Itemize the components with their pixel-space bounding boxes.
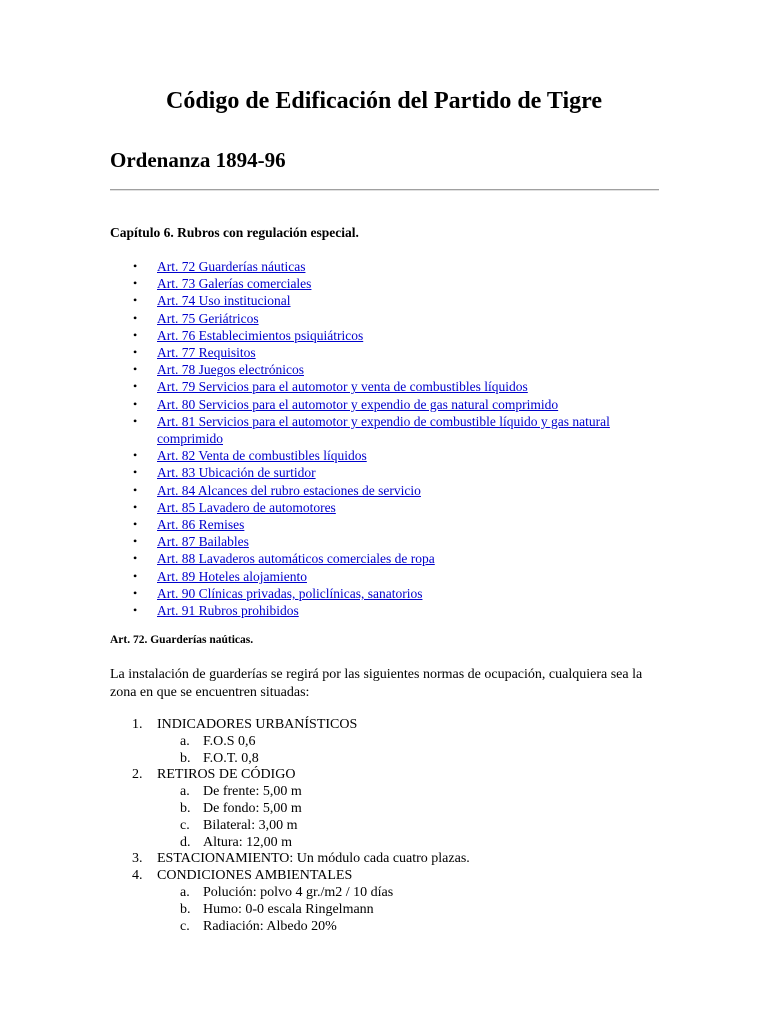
regulation-subitem — [110, 734, 650, 751]
toc-item — [133, 378, 647, 395]
chapter-heading: Capítulo 6. Rubros con regulación especial. — [110, 225, 359, 240]
toc-item — [133, 327, 647, 344]
toc-link[interactable]: Art. 73 Galerías comerciales — [157, 276, 312, 292]
bullet-icon: • — [133, 482, 138, 497]
subitem-text: Polución: polvo 4 gr./m2 / 10 días — [203, 884, 394, 900]
toc-item — [133, 396, 647, 413]
subitem-text: De frente: 5,00 m — [203, 784, 302, 800]
regulation-text: CONDICIONES AMBIENTALES — [157, 868, 353, 884]
subitem-text: F.O.T. 0,8 — [203, 750, 259, 766]
article-index-list — [133, 258, 647, 619]
regulation-item — [110, 767, 650, 784]
regulation-list — [110, 717, 650, 935]
toc-item — [133, 602, 647, 619]
regulation-number: 3. — [132, 851, 143, 867]
bullet-icon: • — [133, 551, 138, 566]
toc-link[interactable]: Art. 87 Bailables — [157, 534, 249, 550]
toc-link[interactable]: Art. 88 Lavaderos automáticos comerciales de ropa — [157, 551, 435, 567]
bullet-icon: • — [133, 379, 138, 394]
subitem-letter: b. — [180, 750, 191, 766]
toc-item — [133, 464, 647, 481]
toc-link[interactable]: Art. 78 Juegos electrónicos — [157, 362, 304, 378]
article-intro-paragraph: La instalación de guarderías se regirá por las siguientes normas de ocupación, cualquiera sea la zona en que se encuentren situadas: — [110, 667, 643, 700]
regulation-text: INDICADORES URBANÍSTICOS — [157, 717, 358, 732]
subitem-text: Altura: 12,00 m — [203, 834, 293, 850]
toc-link[interactable]: Art. 86 Remises — [157, 517, 245, 533]
toc-item — [133, 344, 647, 361]
subitem-text: F.O.S 0,6 — [203, 733, 256, 749]
toc-item — [133, 550, 647, 567]
toc-item — [133, 413, 647, 447]
toc-link[interactable]: Art. 82 Venta de combustibles líquidos — [157, 448, 367, 464]
toc-link[interactable]: Art. 83 Ubicación de surtidor — [157, 465, 316, 481]
bullet-icon: • — [133, 499, 138, 514]
subitem-text: De fondo: 5,00 m — [203, 800, 302, 816]
subitem-letter: b. — [180, 800, 191, 816]
regulation-text: ESTACIONAMIENTO: Un módulo cada cuatro plazas. — [157, 851, 470, 867]
toc-item — [133, 258, 647, 275]
subitem-text: Radiación: Albedo 20% — [203, 918, 337, 934]
bullet-icon: • — [133, 345, 138, 360]
regulation-subitem — [110, 784, 650, 801]
bullet-icon: • — [133, 396, 138, 411]
regulation-subitem — [110, 885, 650, 902]
regulation-subitem — [110, 835, 650, 852]
regulation-subitem — [110, 818, 650, 835]
toc-item — [133, 447, 647, 464]
bullet-icon: • — [133, 603, 138, 618]
toc-item — [133, 568, 647, 585]
bullet-icon: • — [133, 568, 138, 583]
toc-item — [133, 275, 647, 292]
toc-link[interactable]: Art. 75 Geriátricos — [157, 310, 259, 326]
regulation-subitem — [110, 919, 650, 936]
regulation-number: 2. — [132, 767, 143, 783]
toc-link[interactable]: Art. 76 Establecimientos psiquiátricos — [157, 327, 364, 343]
toc-item — [133, 361, 647, 378]
ordinance-subtitle: Ordenanza 1894-96 — [110, 148, 286, 172]
toc-item — [133, 516, 647, 533]
subitem-letter: d. — [180, 834, 191, 850]
article-heading: Art. 72. Guarderías naúticas. — [110, 634, 254, 646]
bullet-icon: • — [133, 465, 138, 480]
bullet-icon: • — [133, 259, 138, 273]
bullet-icon: • — [133, 310, 138, 325]
toc-item — [133, 310, 647, 327]
regulation-text: RETIROS DE CÓDIGO — [157, 767, 296, 783]
toc-link[interactable]: Art. 74 Uso institucional — [157, 293, 291, 309]
subitem-letter: c. — [180, 918, 190, 934]
bullet-icon: • — [133, 413, 138, 428]
subitem-letter: c. — [180, 817, 190, 833]
regulation-subitem — [110, 902, 650, 919]
regulation-subitem — [110, 751, 650, 768]
bullet-icon: • — [133, 585, 138, 600]
horizontal-divider — [110, 189, 659, 191]
toc-link[interactable]: Art. 89 Hoteles alojamiento — [157, 568, 307, 584]
toc-link[interactable]: Art. 91 Rubros prohibidos — [157, 603, 299, 619]
toc-item — [133, 533, 647, 550]
subitem-text: Humo: 0-0 escala Ringelmann — [203, 901, 374, 917]
toc-link[interactable]: Art. 90 Clínicas privadas, policlínicas, sanatorios — [157, 585, 423, 601]
document-title: Código de Edificación del Partido de Tigre — [165, 88, 603, 114]
bullet-icon: • — [133, 327, 138, 342]
toc-link[interactable]: Art. 79 Servicios para el automotor y venta de combustibles líquidos — [157, 379, 528, 395]
regulation-item — [110, 868, 650, 885]
bullet-icon: • — [133, 517, 138, 532]
regulation-item — [110, 851, 650, 868]
regulation-number: 4. — [132, 868, 143, 884]
toc-item — [133, 482, 647, 499]
subitem-letter: a. — [180, 733, 190, 749]
bullet-icon: • — [133, 448, 138, 463]
subitem-letter: a. — [180, 884, 190, 900]
toc-link[interactable]: Art. 77 Requisitos — [157, 345, 256, 361]
subitem-letter: a. — [180, 784, 190, 800]
toc-link[interactable]: Art. 85 Lavadero de automotores — [157, 499, 336, 515]
toc-item — [133, 292, 647, 309]
bullet-icon: • — [133, 276, 138, 291]
subitem-letter: b. — [180, 901, 191, 917]
bullet-icon: • — [133, 362, 138, 377]
toc-link[interactable]: Art. 84 Alcances del rubro estaciones de servicio — [157, 482, 421, 498]
bullet-icon: • — [133, 534, 138, 549]
toc-link[interactable]: Art. 80 Servicios para el automotor y expendio de gas natural comprimido — [157, 396, 559, 412]
regulation-subitem — [110, 801, 650, 818]
subitem-text: Bilateral: 3,00 m — [203, 817, 298, 833]
regulation-item — [110, 717, 650, 734]
toc-item — [133, 585, 647, 602]
bullet-icon: • — [133, 293, 138, 308]
toc-link[interactable]: Art. 81 Servicios para el automotor y expendio de combustible líquido y gas natural comprimido — [157, 413, 610, 447]
regulation-number: 1. — [132, 717, 143, 732]
toc-link[interactable]: Art. 72 Guarderías náuticas — [157, 259, 306, 274]
toc-item — [133, 499, 647, 516]
